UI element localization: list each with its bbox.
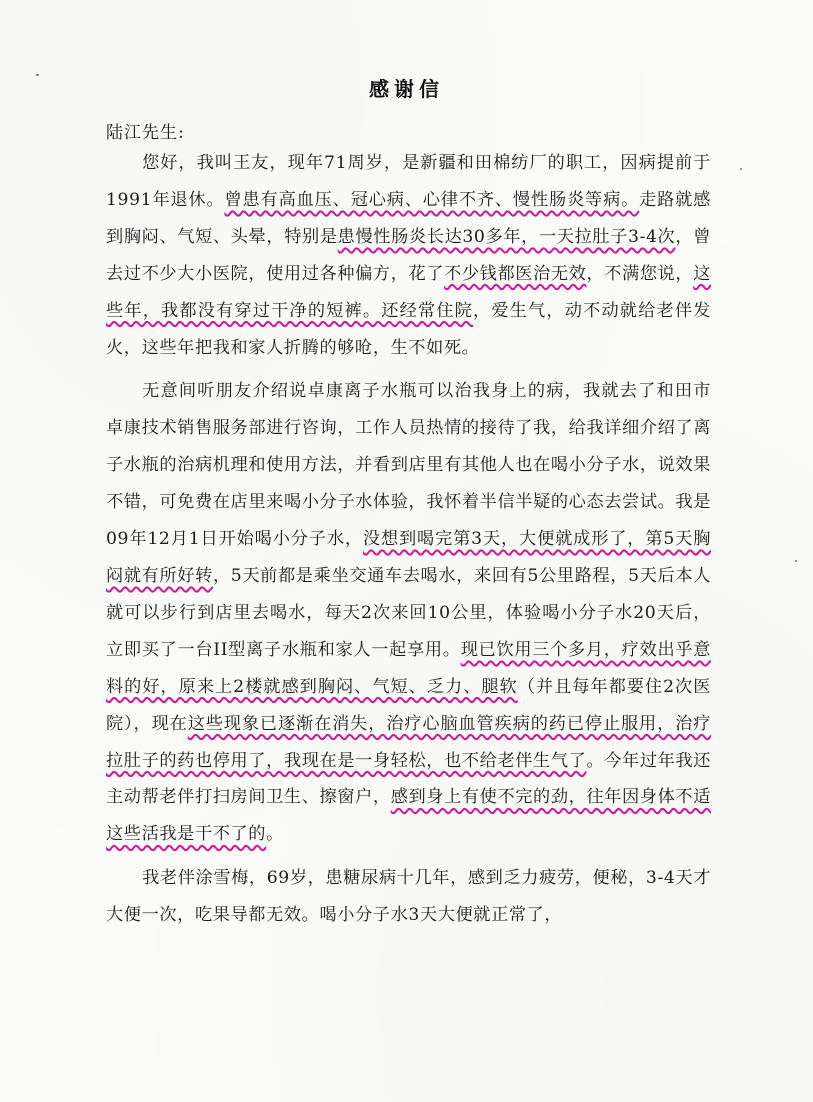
text-segment: ，5天前都是乘坐交通车去喝水，来回有5公里路程，5天后本人就可以步行到店里去喝水，每天2次来回10公里，体验喝小分子水20天后，立即买了一台II型离子水瓶和家人一起享用。 (106, 565, 711, 660)
underlined-segment: 没想到喝完第3天，大便就成形了，第5天胸闷就有所好转 (106, 529, 711, 586)
paragraph-2 (106, 373, 711, 853)
underlined-segment: 感到身上有使不完的劲，往年因身体不适这些活我是干不了的 (106, 787, 711, 845)
scan-speck (795, 560, 797, 562)
underlined-segment: 这些现象已逐渐在消失，治疗心脑血管疾病的药已停止服用，治疗拉肚子的药也停用了，我现在是一身轻松，也不给老伴生气了 (106, 713, 712, 771)
underlined-segment: 曾患有高血压、冠心病、心律不齐、慢性肠炎等病。 (224, 189, 640, 210)
underlined-segment: 现已饮用三个多月，疗效出乎意料的好，原来上2楼就感到胸闷、气短、乏力、腿软 (106, 639, 711, 697)
letter-title: 感谢信 (369, 77, 444, 101)
underlined-segment: 不少钱都医治无效 (444, 263, 587, 284)
text-segment: 。 (266, 824, 284, 845)
text-segment: ，不满您说， (586, 263, 694, 284)
text-segment: ，爱生气，动不动就给老伴发火，这些年把我和家人折腾的够呛，生不如死。 (106, 300, 711, 358)
salutation: 陆江先生: (106, 123, 185, 143)
text-segment: 您好，我叫王友，现年71周岁，是新疆和田棉纺厂的职工，因病提前于1991年退休。 (106, 153, 711, 210)
text-segment: 。今年过年我还主动帮老伴打扫房间卫生、擦窗户， (106, 750, 712, 808)
text-segment: 我老伴涂雪梅，69岁，患糖尿病十几年，感到乏力疲劳，便秘，3-4天才大便一次，吃果导都无效。喝小分子水3天大便就正常了， (106, 868, 711, 926)
text-segment: （并且每年都要住2次医院），现在 (106, 676, 711, 734)
scan-speck (36, 74, 39, 76)
scan-speck (740, 168, 742, 170)
paragraph-1 (106, 145, 711, 366)
text-segment: 走路就感到胸闷、气短、头晕，特别是 (106, 189, 711, 247)
text-segment: ，曾去过不少大小医院，使用过各种偏方，花了 (106, 226, 711, 284)
letter-body (106, 145, 711, 941)
text-segment: 无意间听朋友介绍说卓康离子水瓶可以治我身上的病，我就去了和田市卓康技术销售服务部进行咨询，工作人员热情的接待了我，给我详细介绍了离子水瓶的治病机理和使用方法，并看到店里有其他人也在喝小分子水，说效果不错，可免费在店里来喝小分子水体验，我怀着半信半疑的心态去尝试。我是09年12月1日开始喝小分子水， (106, 381, 711, 550)
underlined-segment: 患慢性肠炎长达30多年，一天拉肚子3-4次 (337, 226, 676, 247)
underlined-segment: 这些年，我都没有穿过干净的短裤。还经常住院 (106, 263, 711, 321)
paragraph-3 (106, 860, 711, 934)
